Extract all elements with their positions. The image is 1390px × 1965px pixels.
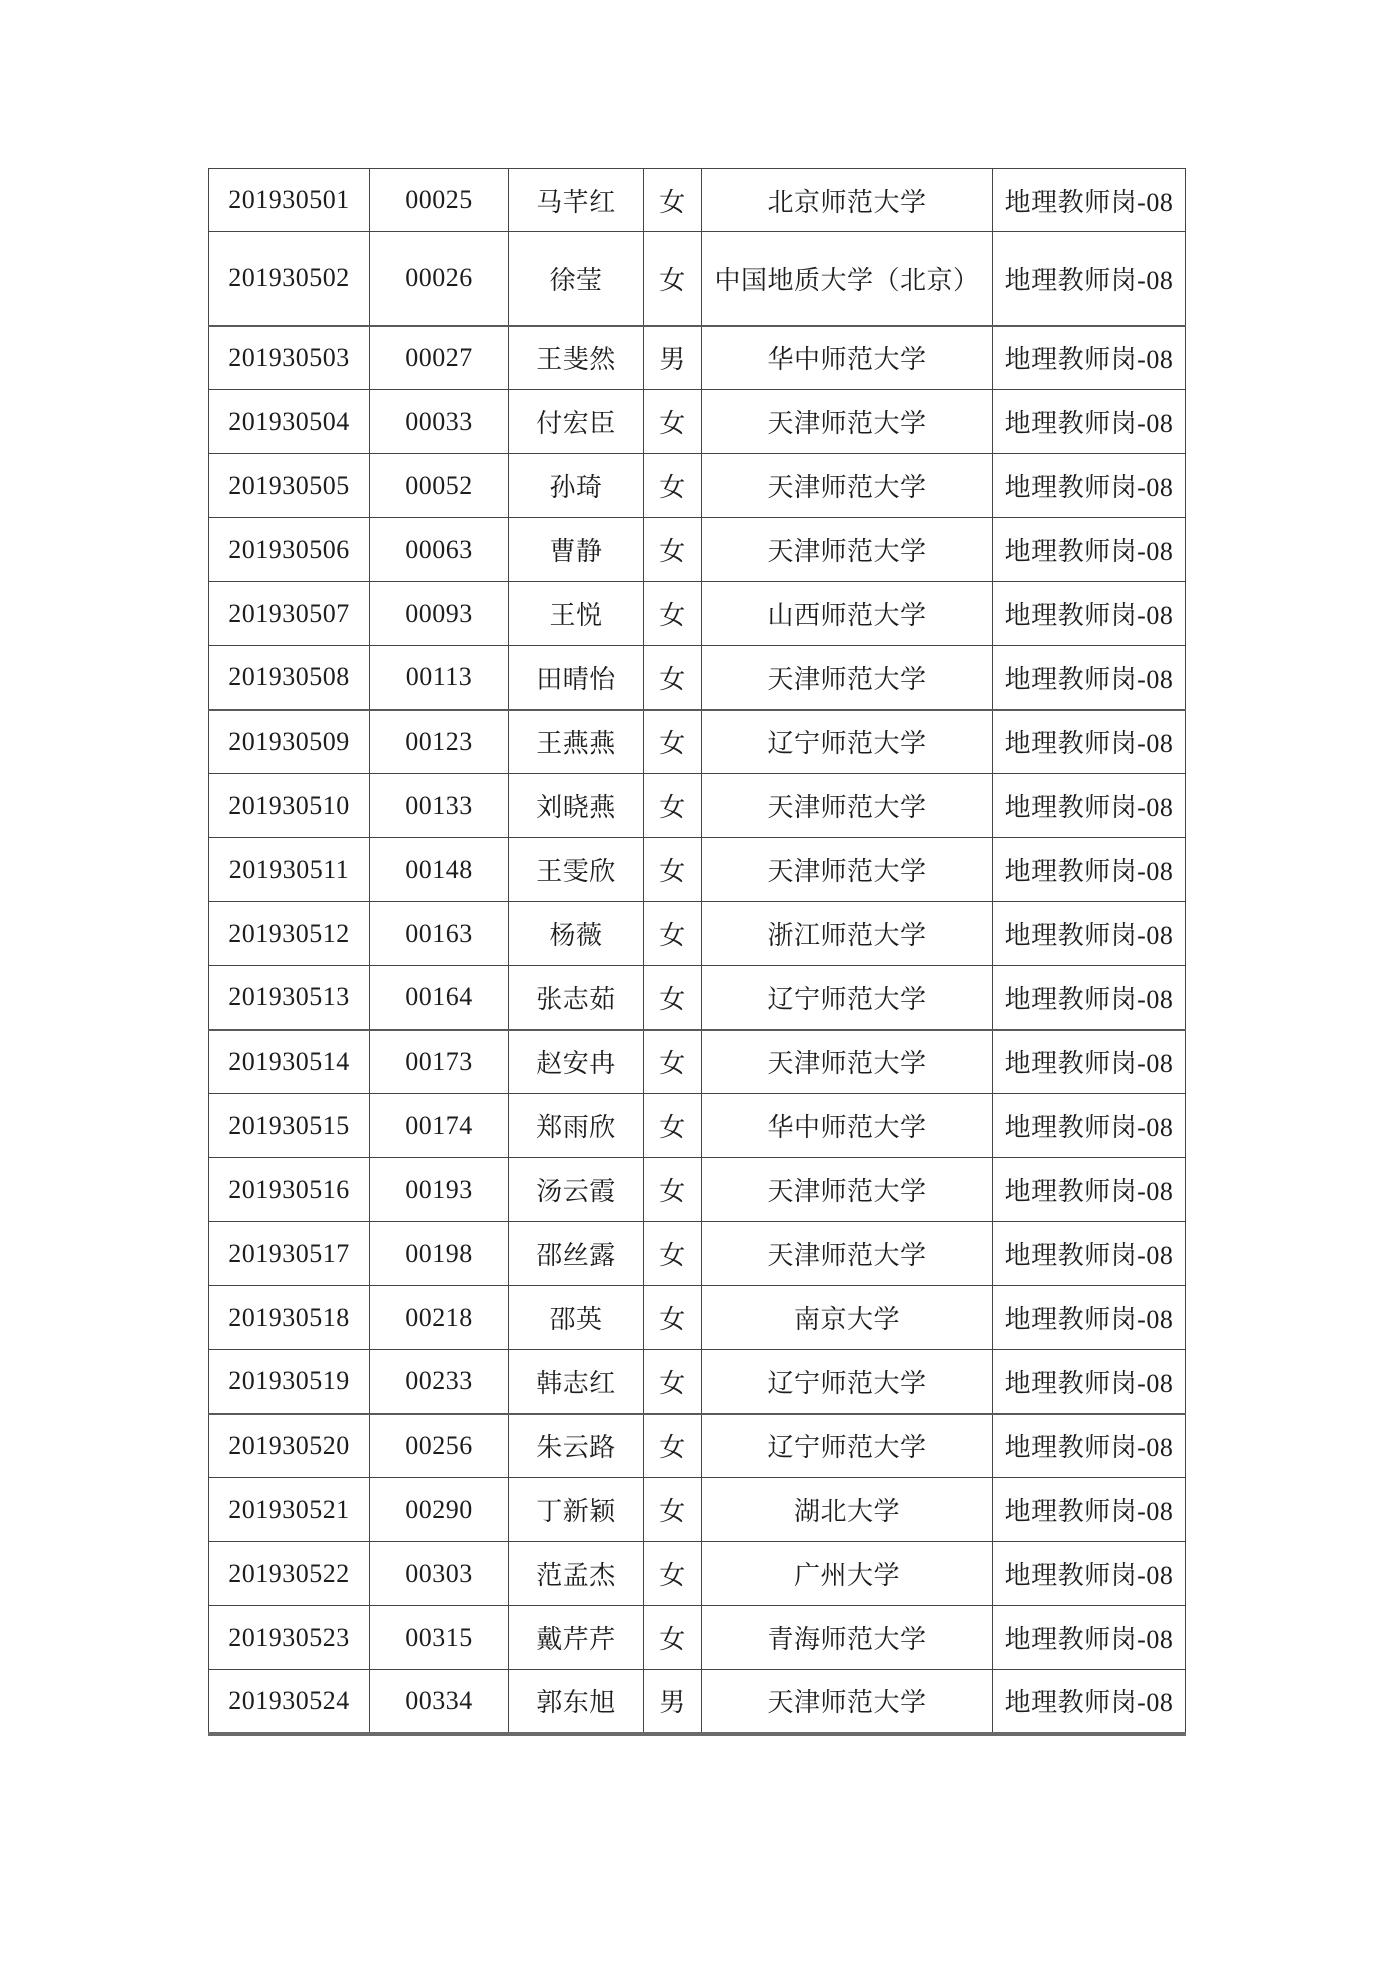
table-row — [209, 902, 1186, 966]
cell-university: 天津师范大学 — [702, 646, 993, 710]
cell-gender: 女 — [644, 169, 702, 232]
cell-university: 华中师范大学 — [702, 326, 993, 390]
cell-exam-number: 201930516 — [209, 1158, 370, 1222]
cell-name: 赵安冉 — [509, 1030, 644, 1094]
cell-university: 湖北大学 — [702, 1478, 993, 1542]
cell-university: 天津师范大学 — [702, 1222, 993, 1286]
table-row — [209, 326, 1186, 390]
table-row — [209, 966, 1186, 1030]
cell-position: 地理教师岗-08 — [993, 390, 1186, 454]
cell-exam-number: 201930523 — [209, 1606, 370, 1670]
cell-position: 地理教师岗-08 — [993, 1158, 1186, 1222]
cell-candidate-number: 00033 — [370, 390, 509, 454]
cell-university: 天津师范大学 — [702, 838, 993, 902]
cell-gender: 女 — [644, 1414, 702, 1478]
cell-candidate-number: 00198 — [370, 1222, 509, 1286]
cell-university: 广州大学 — [702, 1542, 993, 1606]
cell-candidate-number: 00063 — [370, 518, 509, 582]
cell-university: 辽宁师范大学 — [702, 710, 993, 774]
cell-candidate-number: 00290 — [370, 1478, 509, 1542]
cell-name: 韩志红 — [509, 1350, 644, 1414]
cell-gender: 女 — [644, 1350, 702, 1414]
cell-name: 汤云霞 — [509, 1158, 644, 1222]
cell-exam-number: 201930506 — [209, 518, 370, 582]
cell-exam-number: 201930522 — [209, 1542, 370, 1606]
cell-university: 天津师范大学 — [702, 1158, 993, 1222]
cell-position: 地理教师岗-08 — [993, 1478, 1186, 1542]
cell-university: 天津师范大学 — [702, 518, 993, 582]
cell-position: 地理教师岗-08 — [993, 169, 1186, 232]
cell-candidate-number: 00334 — [370, 1670, 509, 1734]
cell-candidate-number: 00163 — [370, 902, 509, 966]
cell-exam-number: 201930502 — [209, 232, 370, 326]
cell-university: 青海师范大学 — [702, 1606, 993, 1670]
cell-name: 马芊红 — [509, 169, 644, 232]
cell-position: 地理教师岗-08 — [993, 1606, 1186, 1670]
table-row — [209, 232, 1186, 326]
cell-university: 华中师范大学 — [702, 1094, 993, 1158]
cell-university: 天津师范大学 — [702, 774, 993, 838]
cell-position: 地理教师岗-08 — [993, 1286, 1186, 1350]
cell-name: 王斐然 — [509, 326, 644, 390]
cell-university: 浙江师范大学 — [702, 902, 993, 966]
cell-name: 王燕燕 — [509, 710, 644, 774]
cell-gender: 女 — [644, 1094, 702, 1158]
cell-gender: 女 — [644, 1030, 702, 1094]
cell-exam-number: 201930504 — [209, 390, 370, 454]
cell-candidate-number: 00026 — [370, 232, 509, 326]
cell-position: 地理教师岗-08 — [993, 1670, 1186, 1734]
cell-candidate-number: 00123 — [370, 710, 509, 774]
cell-gender: 女 — [644, 710, 702, 774]
cell-position: 地理教师岗-08 — [993, 1094, 1186, 1158]
cell-exam-number: 201930519 — [209, 1350, 370, 1414]
cell-gender: 女 — [644, 232, 702, 326]
cell-exam-number: 201930510 — [209, 774, 370, 838]
cell-name: 丁新颖 — [509, 1478, 644, 1542]
cell-exam-number: 201930512 — [209, 902, 370, 966]
cell-gender: 女 — [644, 1286, 702, 1350]
cell-name: 曹静 — [509, 518, 644, 582]
cell-gender: 女 — [644, 1158, 702, 1222]
cell-position: 地理教师岗-08 — [993, 454, 1186, 518]
cell-exam-number: 201930520 — [209, 1414, 370, 1478]
cell-gender: 女 — [644, 1478, 702, 1542]
cell-exam-number: 201930507 — [209, 582, 370, 646]
table-row — [209, 1222, 1186, 1286]
cell-gender: 女 — [644, 1606, 702, 1670]
cell-name: 郑雨欣 — [509, 1094, 644, 1158]
cell-gender: 女 — [644, 1222, 702, 1286]
cell-candidate-number: 00315 — [370, 1606, 509, 1670]
table-row — [209, 774, 1186, 838]
cell-university: 山西师范大学 — [702, 582, 993, 646]
table-row — [209, 646, 1186, 710]
cell-gender: 女 — [644, 838, 702, 902]
cell-position: 地理教师岗-08 — [993, 1414, 1186, 1478]
cell-candidate-number: 00193 — [370, 1158, 509, 1222]
table-row — [209, 1350, 1186, 1414]
cell-name: 田晴怡 — [509, 646, 644, 710]
table-row — [209, 1158, 1186, 1222]
cell-university: 中国地质大学（北京） — [702, 232, 993, 326]
cell-position: 地理教师岗-08 — [993, 646, 1186, 710]
cell-candidate-number: 00133 — [370, 774, 509, 838]
table-row — [209, 454, 1186, 518]
cell-position: 地理教师岗-08 — [993, 1542, 1186, 1606]
cell-exam-number: 201930515 — [209, 1094, 370, 1158]
cell-gender: 女 — [644, 966, 702, 1030]
table-row — [209, 390, 1186, 454]
cell-name: 徐莹 — [509, 232, 644, 326]
cell-position: 地理教师岗-08 — [993, 1030, 1186, 1094]
cell-gender: 女 — [644, 1542, 702, 1606]
cell-gender: 女 — [644, 390, 702, 454]
cell-university: 天津师范大学 — [702, 1030, 993, 1094]
cell-name: 郭东旭 — [509, 1670, 644, 1734]
cell-candidate-number: 00113 — [370, 646, 509, 710]
cell-exam-number: 201930508 — [209, 646, 370, 710]
cell-exam-number: 201930517 — [209, 1222, 370, 1286]
cell-candidate-number: 00025 — [370, 169, 509, 232]
cell-exam-number: 201930505 — [209, 454, 370, 518]
cell-university: 天津师范大学 — [702, 1670, 993, 1734]
cell-candidate-number: 00303 — [370, 1542, 509, 1606]
table-row — [209, 1542, 1186, 1606]
cell-university: 辽宁师范大学 — [702, 966, 993, 1030]
cell-gender: 女 — [644, 774, 702, 838]
cell-exam-number: 201930503 — [209, 326, 370, 390]
cell-name: 邵英 — [509, 1286, 644, 1350]
table-row — [209, 1094, 1186, 1158]
cell-name: 杨薇 — [509, 902, 644, 966]
cell-candidate-number: 00164 — [370, 966, 509, 1030]
cell-position: 地理教师岗-08 — [993, 582, 1186, 646]
cell-candidate-number: 00093 — [370, 582, 509, 646]
cell-name: 朱云路 — [509, 1414, 644, 1478]
cell-position: 地理教师岗-08 — [993, 966, 1186, 1030]
cell-name: 孙琦 — [509, 454, 644, 518]
cell-university: 南京大学 — [702, 1286, 993, 1350]
cell-gender: 男 — [644, 1670, 702, 1734]
table-row — [209, 582, 1186, 646]
cell-exam-number: 201930511 — [209, 838, 370, 902]
cell-exam-number: 201930521 — [209, 1478, 370, 1542]
table-row — [209, 838, 1186, 902]
cell-position: 地理教师岗-08 — [993, 518, 1186, 582]
cell-university: 天津师范大学 — [702, 390, 993, 454]
table-row — [209, 1670, 1186, 1734]
cell-position: 地理教师岗-08 — [993, 710, 1186, 774]
cell-university: 天津师范大学 — [702, 454, 993, 518]
cell-candidate-number: 00256 — [370, 1414, 509, 1478]
table-row — [209, 1030, 1186, 1094]
cell-position: 地理教师岗-08 — [993, 326, 1186, 390]
cell-position: 地理教师岗-08 — [993, 838, 1186, 902]
cell-exam-number: 201930524 — [209, 1670, 370, 1734]
cell-university: 辽宁师范大学 — [702, 1350, 993, 1414]
cell-position: 地理教师岗-08 — [993, 232, 1186, 326]
cell-name: 范孟杰 — [509, 1542, 644, 1606]
cell-university: 辽宁师范大学 — [702, 1414, 993, 1478]
cell-position: 地理教师岗-08 — [993, 1222, 1186, 1286]
cell-gender: 男 — [644, 326, 702, 390]
cell-name: 刘晓燕 — [509, 774, 644, 838]
cell-position: 地理教师岗-08 — [993, 902, 1186, 966]
cell-exam-number: 201930501 — [209, 169, 370, 232]
candidate-roster-table — [208, 168, 1186, 1736]
cell-name: 付宏臣 — [509, 390, 644, 454]
table-row — [209, 169, 1186, 232]
cell-exam-number: 201930513 — [209, 966, 370, 1030]
cell-name: 王悦 — [509, 582, 644, 646]
cell-candidate-number: 00233 — [370, 1350, 509, 1414]
cell-candidate-number: 00052 — [370, 454, 509, 518]
cell-gender: 女 — [644, 902, 702, 966]
cell-exam-number: 201930514 — [209, 1030, 370, 1094]
cell-gender: 女 — [644, 646, 702, 710]
cell-candidate-number: 00148 — [370, 838, 509, 902]
cell-candidate-number: 00218 — [370, 1286, 509, 1350]
roster-table-body — [209, 169, 1186, 1734]
table-row — [209, 1478, 1186, 1542]
cell-gender: 女 — [644, 454, 702, 518]
cell-gender: 女 — [644, 582, 702, 646]
cell-candidate-number: 00174 — [370, 1094, 509, 1158]
cell-name: 邵丝露 — [509, 1222, 644, 1286]
cell-candidate-number: 00027 — [370, 326, 509, 390]
cell-candidate-number: 00173 — [370, 1030, 509, 1094]
cell-position: 地理教师岗-08 — [993, 1350, 1186, 1414]
table-row — [209, 710, 1186, 774]
table-row — [209, 1606, 1186, 1670]
cell-name: 王雯欣 — [509, 838, 644, 902]
cell-university: 北京师范大学 — [702, 169, 993, 232]
table-row — [209, 1286, 1186, 1350]
cell-exam-number: 201930509 — [209, 710, 370, 774]
table-row — [209, 1414, 1186, 1478]
cell-exam-number: 201930518 — [209, 1286, 370, 1350]
cell-name: 戴芹芹 — [509, 1606, 644, 1670]
cell-gender: 女 — [644, 518, 702, 582]
table-row — [209, 518, 1186, 582]
cell-name: 张志茹 — [509, 966, 644, 1030]
cell-position: 地理教师岗-08 — [993, 774, 1186, 838]
